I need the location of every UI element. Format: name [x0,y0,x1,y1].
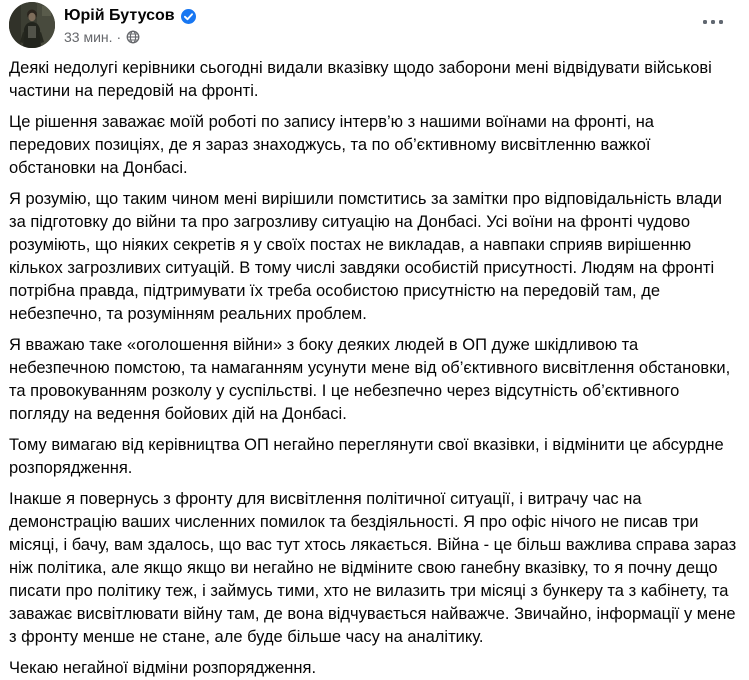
post-paragraph: Деякі недолугі керівники сьогодні видали вказівку щодо заборони мені відвідувати військові частини на передовій на фронті. [9,59,712,100]
ellipsis-icon [719,20,723,24]
post-text [0,48,749,680]
name-row [64,6,196,26]
globe-icon [126,30,140,44]
avatar[interactable] [9,2,55,48]
avatar-photo [9,2,55,48]
post-paragraph: Це рішення заважає моїй роботі по запису інтерв’ю з нашими воїнами на фронті, на передових позиціях, де я зараз знаходжусь, та по об’єктивному висвітленню важкої обстановки на Донбасі. [9,113,654,177]
ellipsis-icon [703,20,707,24]
post-paragraph: Інакше я повернусь з фронту для висвітлення політичної ситуації, і витрачу час на демонстрацію ваших численних помилок та бездіяльності. Я про офіс нічого не писав три місяці, і бачу, вам здалось, що вас тут хтось лякається. Війна - це більш важлива справа зараз ніж політика, але якщо якщо ви негайно не відміните свою ганебну вказівку, то я почну дещо писати про політику теж, і займусь тими, хто не вилазить три місяці з бункеру та з кабінету, та заважає висвітлювати війну там, де вона відчувається найважче. Звичайно, інформації у мене з фронту менше не стане, але буде більше часу на аналітику. [9,490,737,646]
ellipsis-icon [711,20,715,24]
meta-separator: · [116,29,122,45]
verified-badge-icon [181,9,196,24]
header-text [64,2,196,45]
post-paragraph: Чекаю негайної відміни розпорядження. [9,659,317,677]
more-options-button[interactable] [699,16,727,28]
timestamp[interactable]: 33 мин. [64,29,113,45]
post-paragraph: Тому вимагаю від керівництва ОП негайно переглянути свої вказівки, і відмінити це абсурдне розпорядження. [9,436,724,477]
post-paragraph: Я вважаю таке «оголошення війни» з боку деяких людей в ОП дуже шкідливою та небезпечною помстою, та намаганням усунути мене від об’єктивного висвітлення обстановки, та провокуванням розколу у суспільстві. І це небезпечно через відсутність об’єктивного погляду на ведення бойових дій на Донбасі. [9,336,731,423]
post-paragraph: Я розумію, що таким чином мені вирішили помститись за замітки про відповідальність влади за підготовку до війни та про загрозливу ситуацію на Донбасі. Усі воїни на фронті чудово розуміють, що ніяких секретів я у своїх постах не викладав, а навпаки сприяв вирішенню кількох загрозливих ситуацій. В тому числі завдяки особистій присутності. Людям на фронті потрібна правда, підтримувати їх треба особистою присутністю на передовій там, де небезпечно, та розумінням реальних проблем. [9,190,722,323]
meta-row [64,29,196,45]
post-header [0,0,749,48]
author-name[interactable]: Юрій Бутусов [64,7,175,24]
